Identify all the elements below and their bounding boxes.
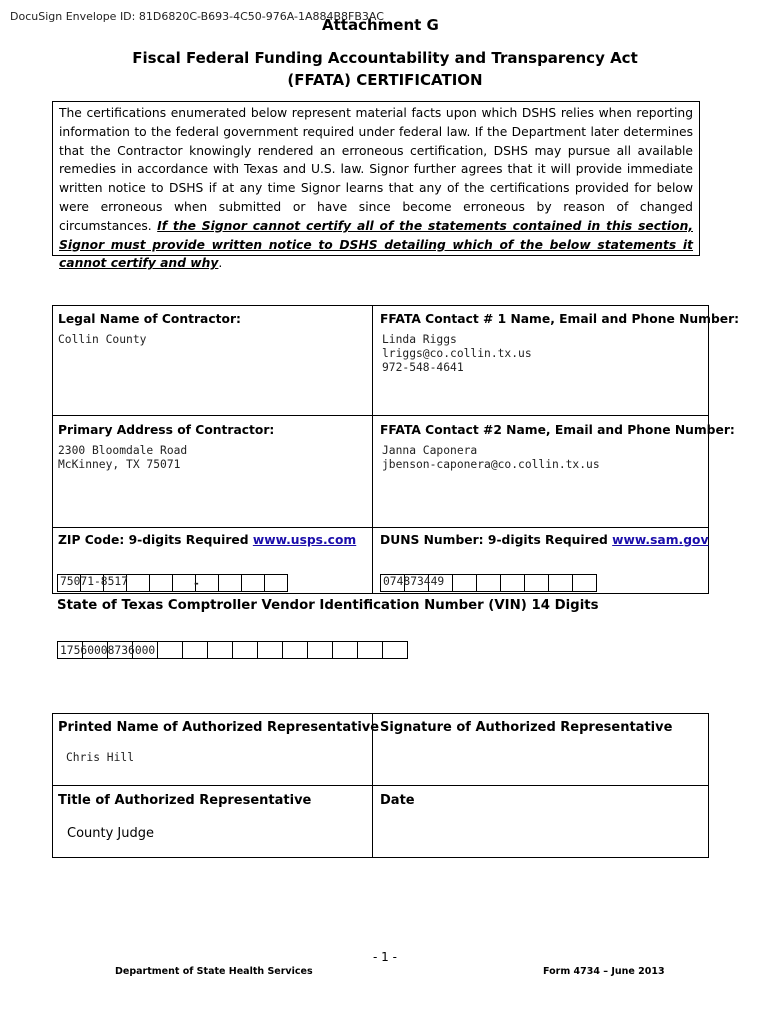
sam-link[interactable]: www.sam.gov	[612, 533, 709, 547]
title-label: Title of Authorized Representative	[58, 793, 312, 808]
address-label: Primary Address of Contractor:	[58, 423, 275, 437]
printed-name-field[interactable]: Chris Hill	[66, 751, 135, 764]
contact2-label: FFATA Contact #2 Name, Email and Phone Number:	[380, 423, 735, 437]
signature-label: Signature of Authorized Representative	[380, 720, 673, 735]
contact1-phone: 972-548-4641	[382, 361, 464, 374]
zip-value: 75071-8517	[60, 575, 129, 588]
contact2-name: Janna Caponera	[382, 444, 478, 457]
vin-label: State of Texas Comptroller Vendor Identification Number (VIN) 14 Digits	[57, 598, 599, 613]
duns-value: 074873449	[383, 575, 445, 588]
contact2-field[interactable]	[382, 444, 600, 472]
table-row-divider	[52, 415, 709, 416]
legal-name-field[interactable]: Collin County	[58, 333, 147, 346]
attachment-label: Attachment G	[322, 16, 439, 34]
certification-statement	[52, 101, 700, 271]
certification-emphasis: If the Signor cannot certify all of the statements contained in this section, Signor must provide written notice to DSHS detailing which of the below statements it cannot certify and why	[59, 218, 693, 271]
signature-field[interactable]	[378, 742, 704, 780]
table-divider	[372, 305, 373, 594]
legal-name-label: Legal Name of Contractor:	[58, 312, 241, 326]
contact1-name: Linda Riggs	[382, 333, 457, 346]
title-field[interactable]: County Judge	[67, 826, 155, 841]
zip-label	[58, 533, 356, 547]
table-row-divider	[52, 785, 709, 786]
table-row-divider	[52, 527, 709, 528]
date-label: Date	[380, 793, 415, 808]
zip-label-text: ZIP Code: 9-digits Required	[58, 533, 253, 547]
contact2-email: jbenson-caponera@co.collin.tx.us	[382, 458, 600, 471]
usps-link[interactable]: www.usps.com	[252, 533, 357, 547]
duns-label	[380, 533, 708, 547]
page-subtitle: (FFATA) CERTIFICATION	[287, 71, 483, 89]
certification-end: .	[218, 256, 223, 271]
address-line2: McKinney, TX 75071	[58, 458, 181, 471]
contact1-field[interactable]	[382, 333, 532, 375]
form-number: Form 4734 – June 2013	[543, 966, 665, 977]
department-name: Department of State Health Services	[115, 966, 313, 977]
address-field[interactable]	[58, 444, 187, 472]
vin-value: 17560008736000	[60, 644, 156, 657]
duns-label-text: DUNS Number: 9-digits Required	[380, 533, 613, 547]
date-field[interactable]	[378, 815, 704, 853]
page-number: - 1 -	[373, 950, 397, 964]
contact1-label: FFATA Contact # 1 Name, Email and Phone Number:	[380, 312, 740, 326]
certification-text: The certifications enumerated below represent material facts upon which DSHS relies when reporting information to the federal government required under federal law. If the Department later determines that the Contractor knowingly rendered an erroneous certification, DSHS may pursue all available remedies in accordance with Texas and U.S. law. Signor further agrees that it will provide immediate written notice to DSHS if at any time Signor learns that any of the certifications provided for below were erroneous when submitted or have since become erroneous by reason of changed circumstances.	[59, 106, 693, 233]
envelope-id: DocuSign Envelope ID: 81D6820C-B693-4C50-976A-1A884B8FB3AC	[10, 10, 384, 23]
page-title: Fiscal Federal Funding Accountability and Transparency Act	[132, 49, 638, 67]
zip-dash: -	[193, 577, 200, 590]
printed-name-label: Printed Name of Authorized Representative	[58, 720, 380, 735]
contact1-email: lriggs@co.collin.tx.us	[382, 347, 532, 360]
address-line1: 2300 Bloomdale Road	[58, 444, 188, 457]
